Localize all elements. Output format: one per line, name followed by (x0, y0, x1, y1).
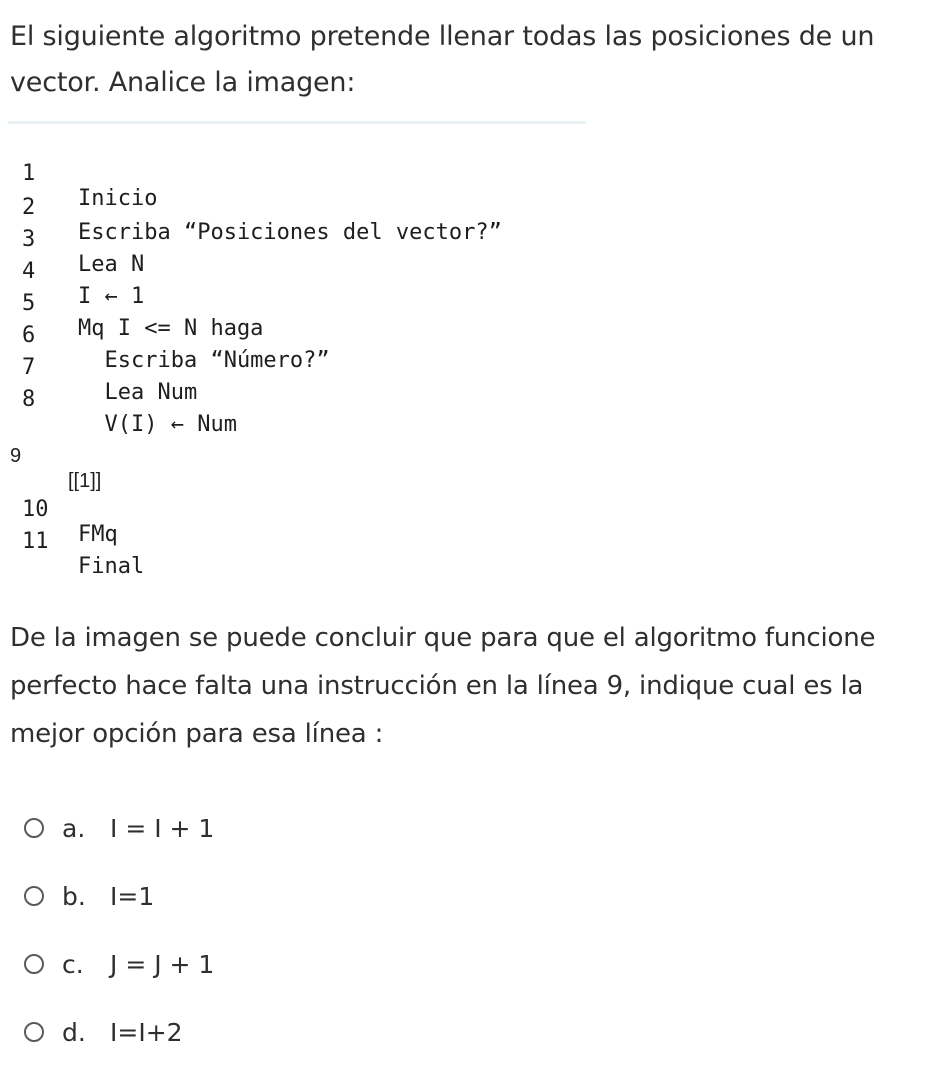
line-number: 4 (22, 259, 36, 284)
line-text: Lea N (78, 252, 145, 277)
line-number: 8 (22, 387, 36, 412)
line-text: Escriba “Número?” (78, 348, 330, 373)
line-text: I ← 1 (78, 284, 145, 309)
option-d[interactable] (24, 1012, 183, 1052)
option-letter: c. (62, 949, 84, 979)
line-text: V(I) ← Num (78, 412, 237, 437)
option-c[interactable] (24, 944, 214, 984)
line-number: 5 (22, 291, 36, 316)
option-letter: a. (62, 813, 86, 843)
line-number: 6 (22, 323, 36, 348)
line-text: Lea Num (78, 380, 198, 405)
line-number: 9 (10, 445, 22, 467)
algorithm-image (8, 121, 586, 579)
line-text: Final (78, 554, 145, 579)
option-letter: b. (62, 881, 86, 911)
line-text: Escriba “Posiciones del vector?” (78, 220, 502, 245)
radio-button[interactable] (24, 818, 44, 838)
option-text: I = I + 1 (110, 813, 215, 843)
option-a[interactable] (24, 808, 214, 848)
radio-button[interactable] (24, 954, 44, 974)
option-b[interactable] (24, 876, 154, 916)
question-text: De la imagen se puede concluir que para que el algoritmo funcione perfecto hace falta una instrucción en la línea 9, indique cual es la mejor opción para esa línea : (10, 623, 876, 749)
line-text: Mq I <= N haga (78, 316, 264, 341)
line-number: 3 (22, 227, 36, 252)
radio-button[interactable] (24, 886, 44, 906)
option-text: I=I+2 (110, 1017, 183, 1047)
line-number: 10 (22, 497, 49, 522)
line-text-placeholder: [[1]] (68, 470, 102, 492)
line-text: Inicio (78, 186, 158, 211)
line-number: 1 (22, 161, 36, 186)
line-text: FMq (78, 522, 118, 547)
option-text: J = J + 1 (110, 949, 215, 979)
line-number: 2 (22, 195, 36, 220)
line-number: 11 (22, 529, 49, 554)
question-intro: El siguiente algoritmo pretende llenar todas las posiciones de un vector. Analice la imagen: (10, 21, 875, 98)
option-text: I=1 (110, 881, 155, 911)
option-letter: d. (62, 1017, 86, 1047)
radio-button[interactable] (24, 1022, 44, 1042)
line-number: 7 (22, 355, 36, 380)
